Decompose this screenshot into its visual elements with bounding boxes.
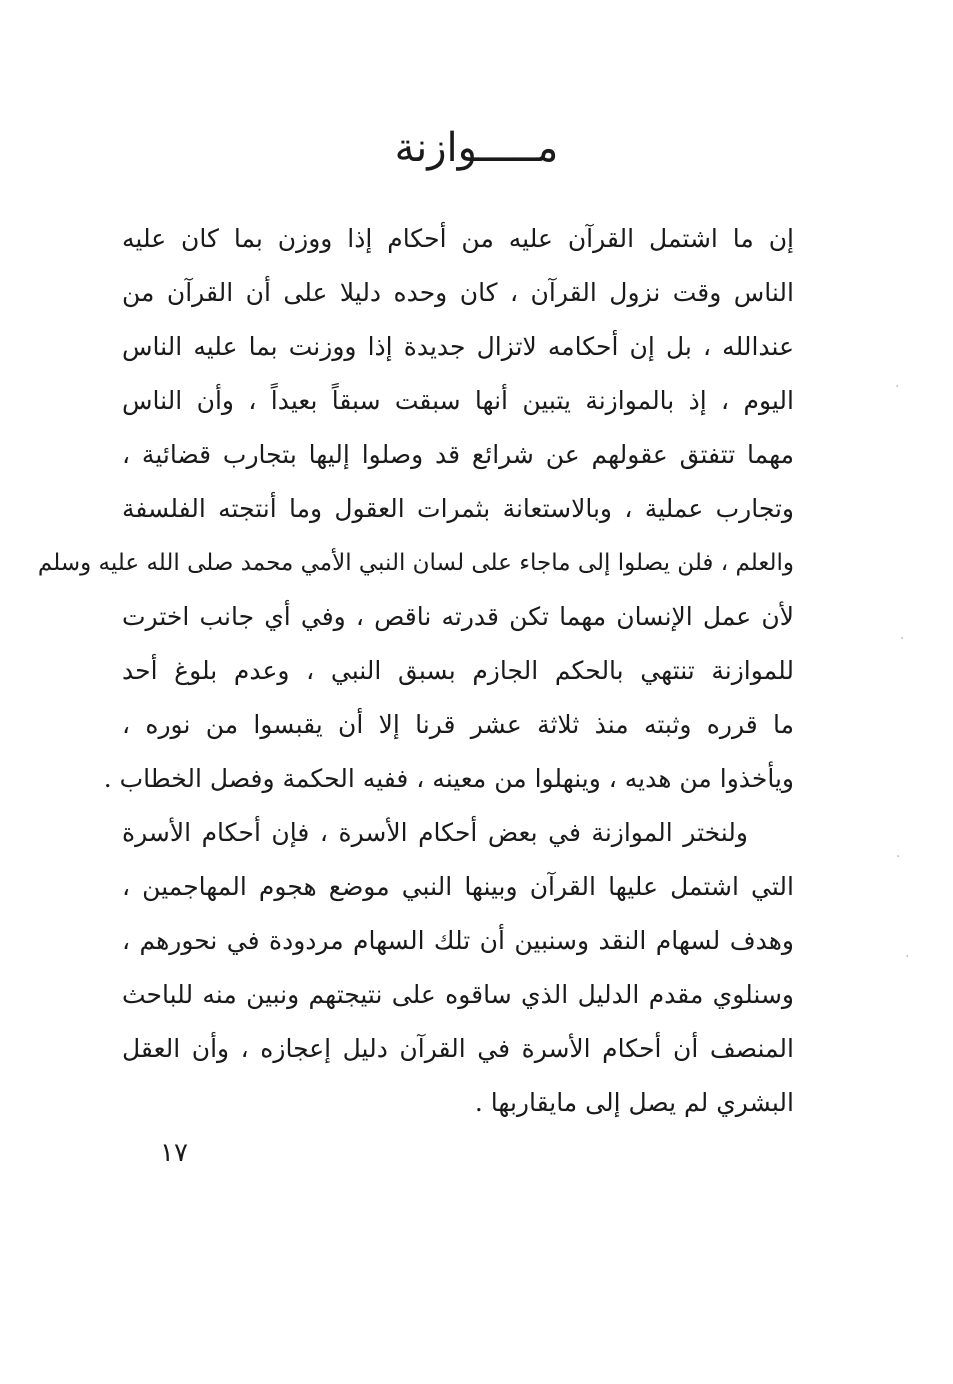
text-line: وسنلوي مقدم الدليل الذي ساقوه على نتيجتهم ونبين منه للباحث [122,980,794,1009]
text-line: الناس وقت نزول القرآن ، كان وحده دليلا على أن القرآن من [122,278,794,307]
page-title: مـــــوازنة [394,125,559,171]
text-line: للموازنة تنتهي بالحكم الجازم بسبق النبي ، وعدم بلوغ أحد [122,656,794,685]
scan-speck: · [905,949,910,965]
text-line: وهدف لسهام النقد وسنبين أن تلك السهام مردودة في نحورهم ، [122,926,794,955]
text-line: ويأخذوا من هديه ، وينهلوا من معينه ، ففيه الحكمة وفصل الخطاب . [103,764,794,793]
scan-speck: · [896,849,901,865]
text-line: ولنختر الموازنة في بعض أحكام الأسرة ، فإن أحكام الأسرة [122,818,748,847]
text-line: مهما تتفتق عقولهم عن شرائع قد وصلوا إليها بتجارب قضائية ، [122,440,794,469]
body-text [37,212,794,1130]
page-number: ١٧ [160,1138,188,1168]
text-line: اليوم ، إذ بالموازنة يتبين أنها سبقت سبقاً بعيداً ، وأن الناس [122,386,794,415]
text-line: البشري لم يصل إلى مايقاربها . [474,1088,794,1117]
text-line: المنصف أن أحكام الأسرة في القرآن دليل إعجازه ، وأن العقل [122,1034,794,1063]
scan-speck: · [900,631,905,647]
text-line: لأن عمل الإنسان مهما تكن قدرته ناقص ، وفي أي جانب اخترت [122,602,794,631]
text-line: ما قرره وثبته منذ ثلاثة عشر قرنا إلا أن يقبسوا من نوره ، [122,710,794,739]
text-line: وتجارب عملية ، وبالاستعانة بثمرات العقول وما أنتجته الفلسفة [122,494,794,523]
text-line: والعلم ، فلن يصلوا إلى ماجاء على لسان النبي الأمي محمد صلى الله عليه وسلم [37,550,794,576]
text-line: إن ما اشتمل القرآن عليه من أحكام إذا ووزن بما كان عليه [122,224,794,253]
scan-speck: · [895,379,900,395]
text-line: التي اشتمل عليها القرآن وبينها النبي موضع هجوم المهاجمين ، [122,872,794,901]
text-line: عندالله ، بل إن أحكامه لاتزال جديدة إذا ووزنت بما عليه الناس [122,332,794,361]
